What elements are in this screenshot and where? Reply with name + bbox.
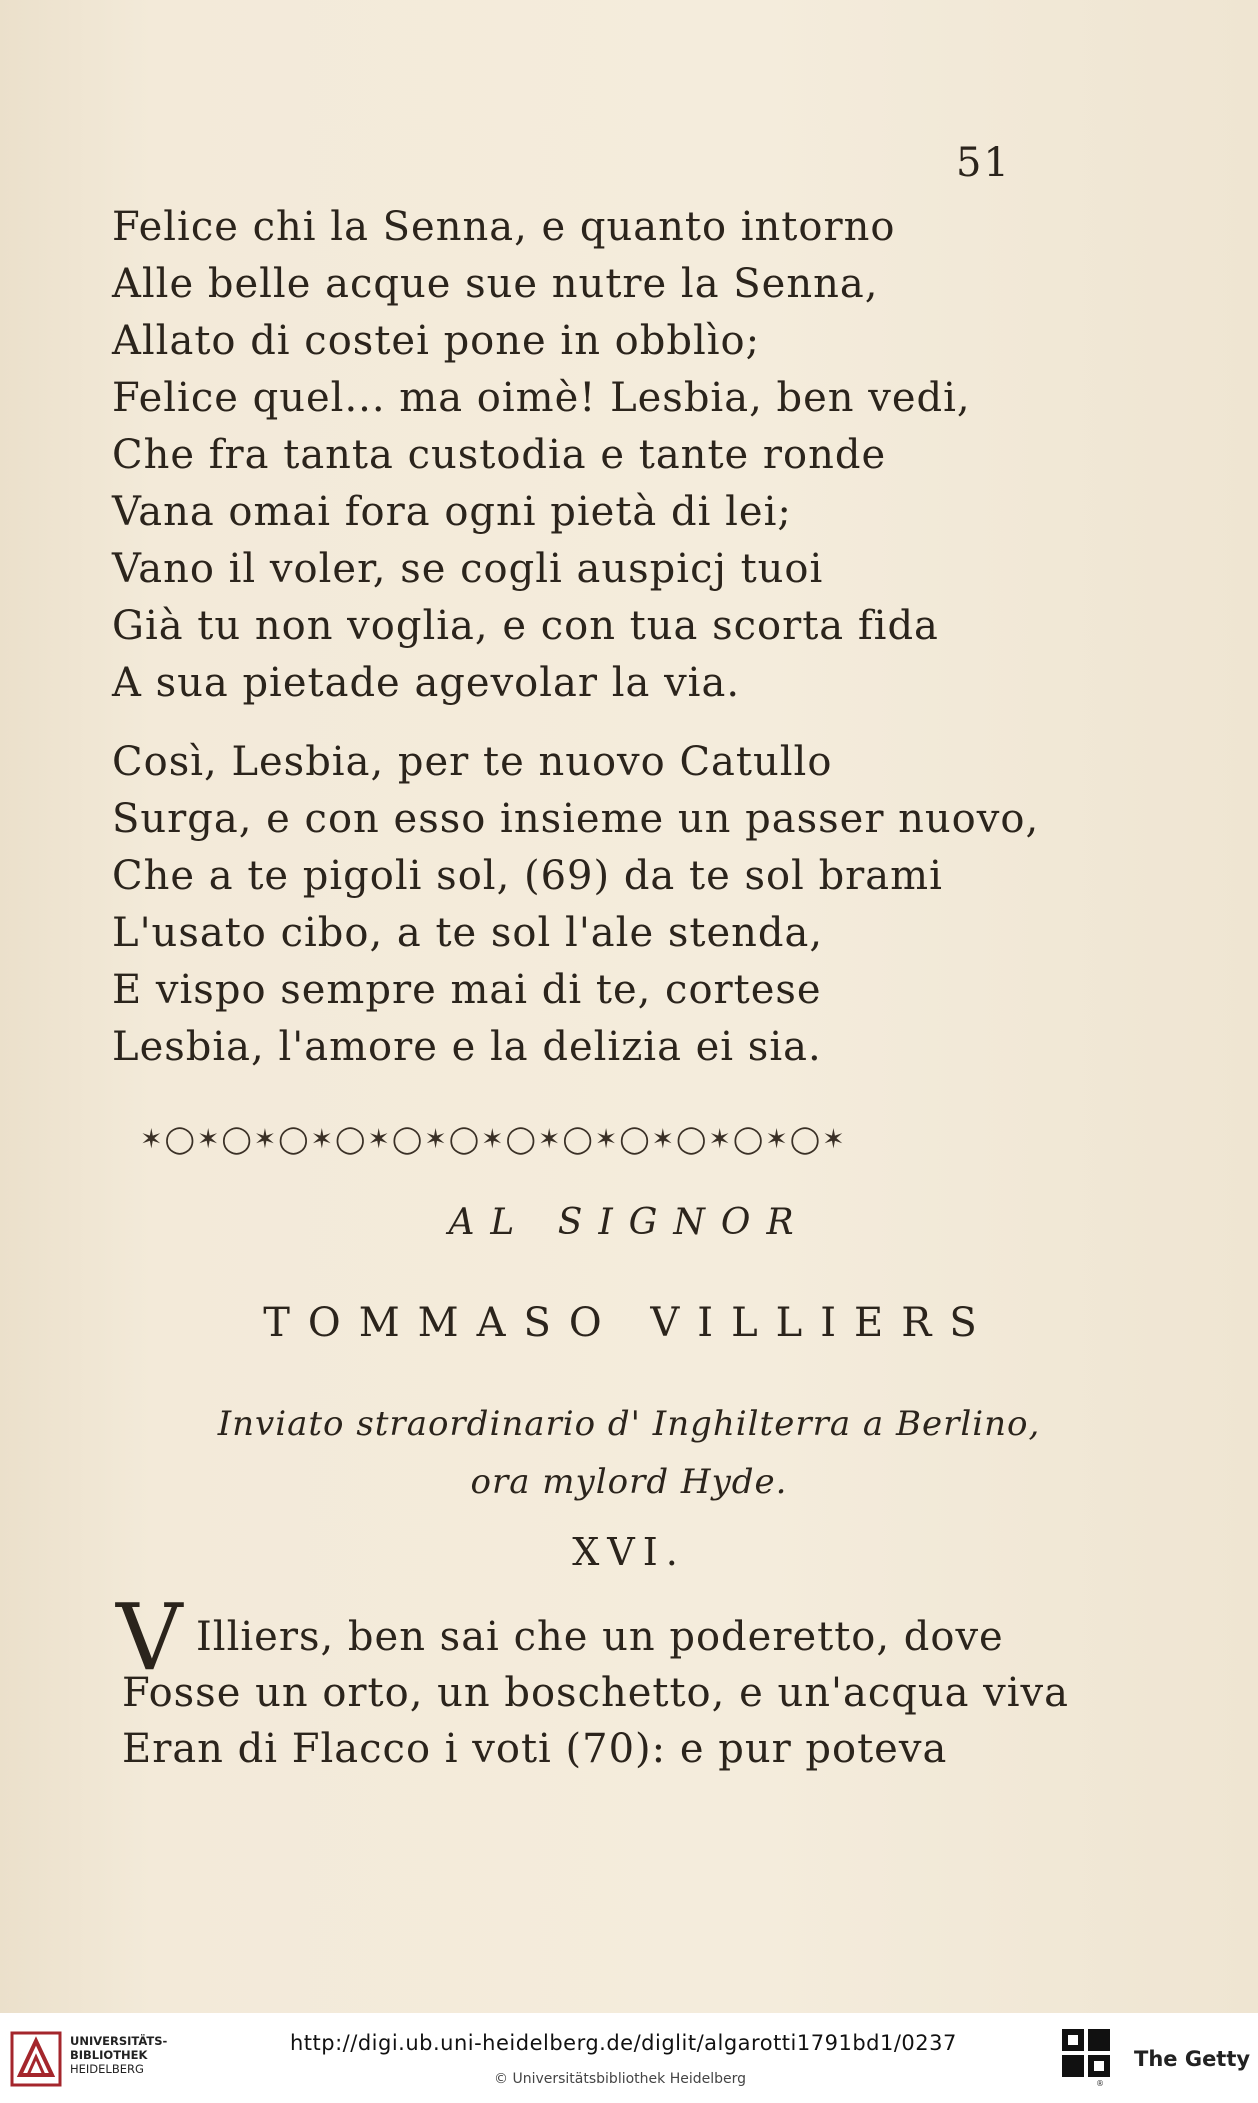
poem-line: Surga, e con esso insieme un passer nuovo, (112, 796, 1040, 842)
university-library-logo-icon (10, 2031, 62, 2087)
ornamental-divider: ✶◯✶◯✶◯✶◯✶◯✶◯✶◯✶◯✶◯✶◯✶◯✶◯✶ (140, 1124, 847, 1155)
drop-cap: V (116, 1584, 183, 1691)
poem-line: Vana omai fora ogni pietà di lei; (112, 489, 792, 535)
poem-line: Allato di costei pone in obblìo; (112, 318, 761, 364)
poem-line: L'usato cibo, a te sol l'ale stenda, (112, 910, 824, 956)
copyright-notice: © Universitätsbibliothek Heidelberg (494, 2071, 747, 2087)
prose-line: Eran di Flacco i voti (70): e pur poteva (122, 1726, 948, 1772)
footer-bar (0, 2013, 1258, 2103)
library-name-line: BIBLIOTHEK (70, 2048, 148, 2062)
sponsor-name: The Getty (1134, 2047, 1251, 2071)
poem-line: Che fra tanta custodia e tante ronde (112, 432, 887, 478)
poem-line: A sua pietade agevolar la via. (112, 660, 741, 706)
heading-name: TOMMASO VILLIERS (263, 1300, 995, 1346)
poem-line: Felice quel... ma oimè! Lesbia, ben vedi, (112, 375, 971, 421)
poem-line: Che a te pigoli sol, (69) da te sol brami (112, 853, 943, 899)
registered-mark: ® (1096, 2079, 1104, 2087)
source-url-link[interactable]: http://digi.ub.uni-heidelberg.de/diglit/algarotti1791bd1/0237 (290, 2031, 957, 2055)
heading-salutation: AL SIGNOR (448, 1202, 810, 1243)
library-name-line: HEIDELBERG (70, 2062, 144, 2076)
poem-line: E vispo sempre mai di te, cortese (112, 967, 822, 1013)
poem-line: Così, Lesbia, per te nuovo Catullo (112, 739, 833, 785)
page-number: 51 (956, 140, 1011, 186)
poem-line: Vano il voler, se cogli auspicj tuoi (112, 546, 824, 592)
poem-line: Già tu non voglia, e con tua scorta fida (112, 603, 939, 649)
heading-subtitle: ora mylord Hyde. (470, 1462, 788, 1502)
heading-subtitle: Inviato straordinario d' Inghilterra a Berlino, (217, 1404, 1041, 1444)
prose-line: Fosse un orto, un boschetto, e un'acqua viva (122, 1670, 1069, 1716)
poem-line: Alle belle acque sue nutre la Senna, (112, 261, 879, 307)
poem-line: Lesbia, l'amore e la delizia ei sia. (112, 1024, 822, 1070)
library-name-line: UNIVERSITÄTS- (70, 2034, 168, 2048)
poem-number: XVI. (572, 1530, 686, 1574)
getty-logo-icon (1060, 2027, 1112, 2087)
library-name (70, 2034, 167, 2076)
prose-line: Illiers, ben sai che un poderetto, dove (196, 1614, 1004, 1660)
poem-line: Felice chi la Senna, e quanto intorno (112, 204, 896, 250)
